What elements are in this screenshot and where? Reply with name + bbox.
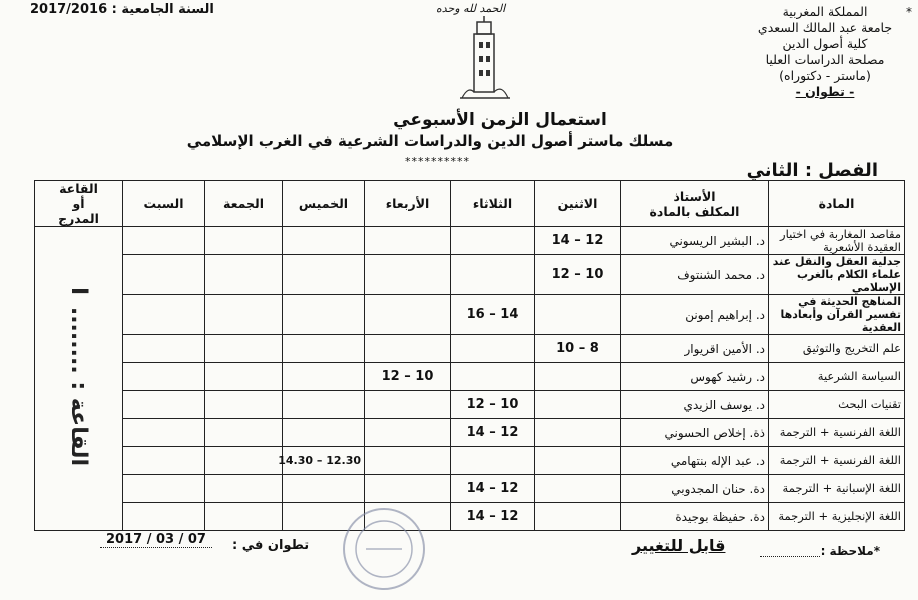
table-row [35, 475, 905, 503]
saturday-cell [123, 295, 205, 335]
monday-cell [535, 447, 621, 475]
department-line: مصلحة الدراسات العليا [765, 52, 885, 67]
friday-cell [205, 447, 283, 475]
note-dotted-line [760, 556, 820, 557]
monday-cell [535, 363, 621, 391]
professor-cell: دة. حفيظة بوجيدة [621, 503, 769, 531]
monday-cell [535, 295, 621, 335]
saturday-cell [123, 447, 205, 475]
table-row [35, 503, 905, 531]
saturday-cell [123, 503, 205, 531]
thursday-cell [283, 419, 365, 447]
separator-stars: ********** [405, 155, 470, 168]
wednesday-cell [365, 335, 451, 363]
wednesday-cell: 10 – 12 [365, 363, 451, 391]
saturday-cell [123, 391, 205, 419]
table-row [35, 335, 905, 363]
professor-cell: د. عبد الإله بنتهامي [621, 447, 769, 475]
kingdom-line: المملكة المغربية [782, 4, 868, 19]
faculty-line: كلية أصول الدين [782, 36, 868, 51]
friday-cell [205, 335, 283, 363]
subject-cell: مقاصد المغاربة في اختيار العقيدة الأشعرية [769, 227, 905, 255]
subject-to-change-label: قابل للتغيير [632, 536, 726, 555]
semester-label: الفصل : الثاني [746, 160, 878, 181]
academic-year-label: السنة الجامعية [121, 2, 214, 17]
document-date: 2017 / 03 / 07 [100, 532, 212, 548]
professor-cell: دة. حنان المجدوبي [621, 475, 769, 503]
room-value: القاعة : ........ I [66, 287, 91, 467]
friday-cell [205, 419, 283, 447]
header-professor [621, 181, 769, 227]
friday-cell [205, 503, 283, 531]
wednesday-cell [365, 475, 451, 503]
table-row [35, 419, 905, 447]
tuesday-cell [451, 335, 535, 363]
saturday-cell [123, 227, 205, 255]
header-saturday: السبت [123, 181, 205, 227]
schedule-table [34, 180, 905, 531]
header-subject: المادة [769, 181, 905, 227]
wednesday-cell [365, 295, 451, 335]
wednesday-cell [365, 419, 451, 447]
friday-cell [205, 363, 283, 391]
academic-year: السنة الجامعية : 2017/2016 [30, 2, 214, 17]
header-room-line1: القاعة [59, 181, 98, 196]
header-professor-line1: الأستاذ [673, 188, 716, 204]
university-line: جامعة عبد المالك السعدي [757, 20, 893, 35]
header-friday: الجمعة [205, 181, 283, 227]
table-row [35, 227, 905, 255]
program-title: مسلك ماستر أصول الدين والدراسات الشرعية في الغرب الإسلامي [186, 132, 674, 150]
table-header-row [35, 181, 905, 227]
thursday-cell [283, 475, 365, 503]
saturday-cell [123, 363, 205, 391]
tuesday-cell: 14 – 16 [451, 295, 535, 335]
academic-year-value: 2017/2016 [30, 2, 108, 17]
saturday-cell [123, 255, 205, 295]
header-room-line2: أو [72, 196, 85, 211]
monday-cell [535, 391, 621, 419]
friday-cell [205, 295, 283, 335]
faculty-stamp-icon [340, 505, 428, 593]
tuesday-cell [451, 447, 535, 475]
monday-cell [535, 475, 621, 503]
tuesday-cell: 12 – 14 [451, 419, 535, 447]
friday-cell [205, 475, 283, 503]
thursday-cell [283, 335, 365, 363]
monday-cell [535, 419, 621, 447]
wednesday-cell [365, 447, 451, 475]
table-row [35, 363, 905, 391]
header-thursday: الخميس [283, 181, 365, 227]
professor-cell: د. محمد الشنتوف [621, 255, 769, 295]
monday-cell: 12 – 14 [535, 227, 621, 255]
friday-cell [205, 255, 283, 295]
praise-phrase: الحمد لله وحده [436, 2, 506, 15]
programs-line: (ماستر - دكتوراه) [779, 68, 871, 83]
professor-cell: د. البشير الريسوني [621, 227, 769, 255]
tuesday-cell: 12 – 14 [451, 503, 535, 531]
tuesday-cell: 10 – 12 [451, 391, 535, 419]
professor-cell: د. رشيد كهوس [621, 363, 769, 391]
tuesday-cell: 12 – 14 [451, 475, 535, 503]
monday-cell: 10 – 12 [535, 255, 621, 295]
professor-cell: ذة. إخلاص الحسوني [621, 419, 769, 447]
professor-cell: د. يوسف الزيدي [621, 391, 769, 419]
thursday-cell [283, 391, 365, 419]
table-row [35, 447, 905, 475]
saturday-cell [123, 419, 205, 447]
wednesday-cell [365, 391, 451, 419]
thursday-cell [283, 363, 365, 391]
thursday-cell [283, 295, 365, 335]
subject-cell: اللغة الإنجليزية + الترجمة [769, 503, 905, 531]
thursday-cell [283, 227, 365, 255]
professor-cell: د. إبراهيم إمونن [621, 295, 769, 335]
monday-cell [535, 503, 621, 531]
table-row [35, 391, 905, 419]
place-label: تطوان في : [232, 538, 310, 553]
thursday-cell [283, 255, 365, 295]
subject-cell: اللغة الإسبانية + الترجمة [769, 475, 905, 503]
header-tuesday: الثلاثاء [451, 181, 535, 227]
institution-block [740, 4, 910, 100]
header-room-line3: المدرج [58, 211, 99, 226]
wednesday-cell [365, 255, 451, 295]
header-room [35, 181, 123, 227]
room-cell [35, 227, 123, 531]
professor-cell: د. الأمين اقريوار [621, 335, 769, 363]
subject-cell: علم التخريج والتوثيق [769, 335, 905, 363]
note-label: *ملاحظة : [820, 544, 880, 558]
subject-cell: المناهج الحديثة في تفسير القرآن وأبعادها العقدية [769, 295, 905, 335]
minaret-logo-icon [460, 16, 510, 100]
header-wednesday: الأربعاء [365, 181, 451, 227]
subject-cell: تقنيات البحث [769, 391, 905, 419]
subject-cell: جدلية العقل والنقل عند علماء الكلام بالغرب الإسلامي [769, 255, 905, 295]
tuesday-cell [451, 227, 535, 255]
wednesday-cell [365, 227, 451, 255]
tuesday-cell [451, 255, 535, 295]
saturday-cell [123, 475, 205, 503]
star-mark: * [906, 5, 912, 19]
header-professor-line2: المكلف بالمادة [649, 203, 740, 219]
city-line: - تطوان - [795, 84, 855, 99]
schedule-title: استعمال الزمن الأسبوعي [393, 110, 607, 130]
friday-cell [205, 391, 283, 419]
table-row [35, 255, 905, 295]
monday-cell: 8 – 10 [535, 335, 621, 363]
friday-cell [205, 227, 283, 255]
table-row [35, 295, 905, 335]
subject-cell: اللغة الفرنسية + الترجمة [769, 419, 905, 447]
subject-cell: اللغة الفرنسية + الترجمة [769, 447, 905, 475]
thursday-cell: 12.30 – 14.30 [283, 447, 365, 475]
header-monday: الاثنين [535, 181, 621, 227]
tuesday-cell [451, 363, 535, 391]
subject-cell: السياسة الشرعية [769, 363, 905, 391]
saturday-cell [123, 335, 205, 363]
